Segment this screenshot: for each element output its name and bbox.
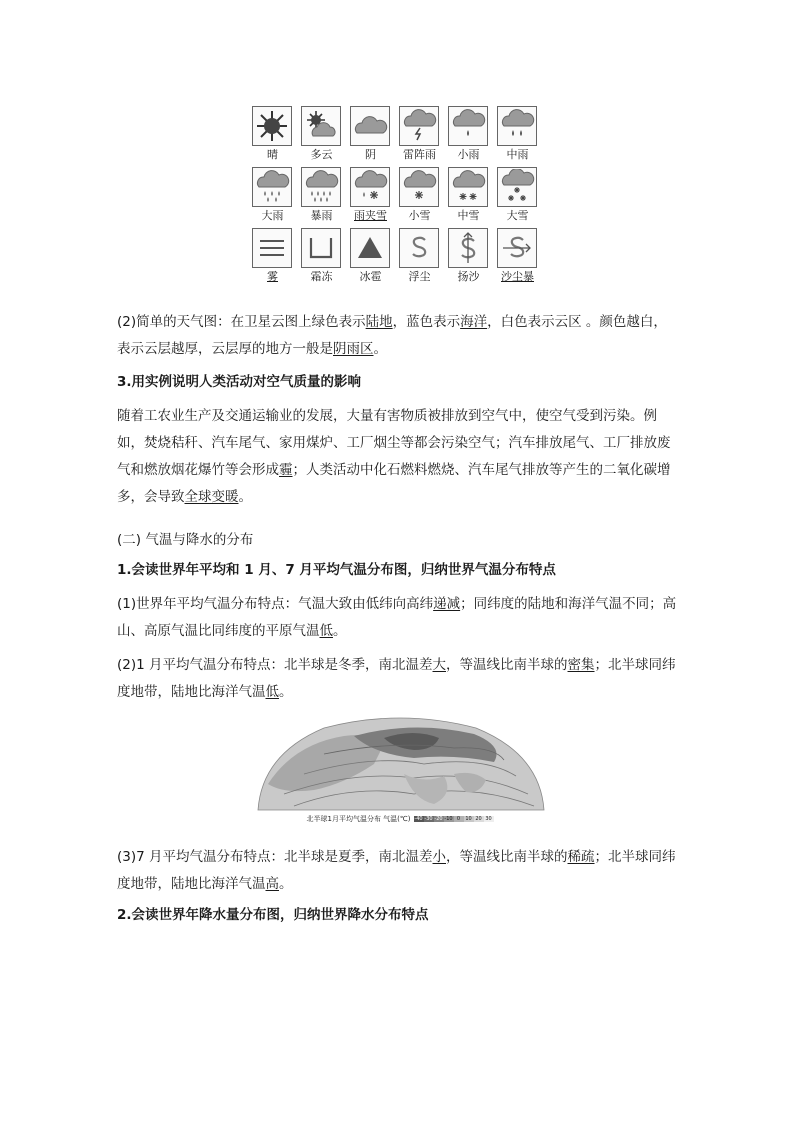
map-figure bbox=[254, 714, 546, 830]
weather-cell bbox=[497, 106, 538, 164]
weather-cell bbox=[301, 106, 342, 164]
text: 。 bbox=[373, 341, 387, 357]
weather-cell bbox=[497, 167, 538, 225]
rainstorm-icon bbox=[303, 169, 339, 205]
weather-cell bbox=[448, 167, 489, 225]
moderate-snow-icon bbox=[450, 169, 486, 205]
weather-cell bbox=[350, 167, 391, 225]
text: 。 bbox=[333, 623, 347, 639]
weather-label: 霜冻 bbox=[310, 270, 333, 283]
paragraph-annual-temp bbox=[117, 591, 683, 645]
weather-cell bbox=[497, 228, 538, 286]
weather-cell bbox=[448, 106, 489, 164]
weather-label: 沙尘暴 bbox=[501, 270, 534, 283]
text: (1)世界年平均气温分布特点：气温大致由低纬向高纬 bbox=[117, 596, 434, 612]
legend-tick: 20 bbox=[475, 816, 482, 822]
legend-tick: 30 bbox=[485, 816, 492, 822]
weather-label: 阴 bbox=[365, 148, 376, 161]
text: ；北半球同纬度地带，陆地比海洋气温 bbox=[117, 849, 676, 892]
legend-tick: -20 bbox=[434, 816, 443, 822]
legend-scale bbox=[414, 816, 494, 822]
legend-tick: 10 bbox=[465, 816, 472, 822]
text: ，等温线比南半球的 bbox=[446, 657, 568, 673]
weather-row bbox=[252, 106, 544, 164]
text: 。 bbox=[238, 489, 252, 505]
heading-human-activity: 3.用实例说明人类活动对空气质量的影响 bbox=[117, 374, 362, 390]
weather-cell bbox=[399, 228, 440, 286]
moderate-rain-icon bbox=[499, 108, 535, 144]
text: (2)1 月平均气温分布特点：北半球是冬季，南北温差 bbox=[117, 657, 433, 673]
thunderstorm-icon bbox=[401, 108, 437, 144]
partly-cloudy-icon bbox=[303, 108, 339, 144]
weather-label: 中雨 bbox=[506, 148, 529, 161]
sleet-icon bbox=[352, 169, 388, 205]
floating-dust-icon bbox=[401, 230, 437, 266]
light-snow-icon bbox=[401, 169, 437, 205]
text: (2)简单的天气图：在卫星云图上绿色表示 bbox=[117, 314, 366, 330]
text: 。 bbox=[279, 876, 293, 892]
weather-cell bbox=[252, 228, 293, 286]
answer-decrease: 递减 bbox=[433, 596, 461, 612]
answer-global-warming: 全球变暖 bbox=[184, 489, 239, 505]
text: (3)7 月平均气温分布特点：北半球是夏季，南北温差 bbox=[117, 849, 433, 865]
weather-cell bbox=[350, 106, 391, 164]
weather-label: 小雪 bbox=[408, 209, 431, 222]
weather-label: 暴雨 bbox=[310, 209, 333, 222]
text: ；人类活动中化石燃料燃烧、汽车尾气排放等产生的二氧化碳增多，会导致 bbox=[117, 462, 671, 505]
light-rain-icon bbox=[450, 108, 486, 144]
map-legend bbox=[254, 814, 546, 824]
paragraph-weather-map bbox=[117, 312, 683, 359]
text: ；同纬度的陆地和海洋气温不同；高山、高原气温比同纬度的平原气温 bbox=[117, 596, 677, 639]
sun-icon bbox=[254, 108, 290, 144]
weather-label: 小雨 bbox=[457, 148, 480, 161]
weather-cell bbox=[252, 106, 293, 164]
answer-rain-area: 阴雨区 bbox=[333, 341, 374, 357]
paragraph-air-quality bbox=[117, 403, 683, 511]
answer-low: 低 bbox=[319, 623, 333, 639]
text: 。 bbox=[279, 684, 293, 700]
weather-row bbox=[252, 228, 544, 286]
fog-icon bbox=[254, 230, 290, 266]
text: 随着工农业生产及交通运输业的发展，大量有害物质被排放到空气中，使空气受到污染。例如，焚烧秸秆、汽车尾气、家用煤炉、工厂烟尘等都会污染空气；汽车排放尾气、工厂排放废气和燃放烟花爆竹等会形成 bbox=[117, 408, 671, 478]
weather-cell bbox=[399, 167, 440, 225]
weather-label: 雾 bbox=[267, 270, 278, 283]
weather-label: 晴 bbox=[267, 148, 278, 161]
answer-dense: 密集 bbox=[567, 657, 595, 673]
heading-temperature: 1.会读世界年平均和 1 月、7 月平均气温分布图，归纳世界气温分布特点 bbox=[117, 562, 556, 578]
blowing-sand-icon bbox=[450, 230, 486, 266]
weather-cell bbox=[399, 106, 440, 164]
weather-label: 中雪 bbox=[457, 209, 480, 222]
sandstorm-icon bbox=[499, 230, 535, 266]
text: ，等温线比南半球的 bbox=[446, 849, 568, 865]
weather-label: 扬沙 bbox=[457, 270, 480, 283]
legend-tick: 0 bbox=[454, 816, 464, 822]
weather-cell bbox=[448, 228, 489, 286]
legend-tick: -10 bbox=[444, 816, 453, 822]
legend-tick: -40 bbox=[414, 816, 423, 822]
text: ；北半球同纬度地带，陆地比海洋气温 bbox=[117, 657, 676, 700]
hail-icon bbox=[352, 230, 388, 266]
weather-cell bbox=[301, 167, 342, 225]
answer-land: 陆地 bbox=[365, 314, 393, 330]
paragraph-january-temp bbox=[117, 652, 683, 706]
weather-row bbox=[252, 167, 544, 225]
answer-small: 小 bbox=[432, 849, 447, 865]
answer-large: 大 bbox=[432, 657, 447, 673]
text: 表示云层越厚，云层厚的地方一般是 bbox=[117, 341, 333, 357]
answer-lower: 低 bbox=[265, 684, 279, 700]
cloud-icon bbox=[352, 108, 388, 144]
weather-label: 大雨 bbox=[261, 209, 284, 222]
weather-cell bbox=[301, 228, 342, 286]
weather-cell bbox=[350, 228, 391, 286]
text: ，蓝色表示 bbox=[392, 314, 461, 330]
heavy-rain-icon bbox=[254, 169, 290, 205]
answer-ocean: 海洋 bbox=[460, 314, 488, 330]
weather-label: 多云 bbox=[310, 148, 333, 161]
weather-label: 浮尘 bbox=[408, 270, 431, 283]
paragraph-july-temp bbox=[117, 844, 683, 898]
answer-haze: 霾 bbox=[279, 462, 293, 478]
weather-cell bbox=[252, 167, 293, 225]
heading-precipitation: 2.会读世界年降水量分布图，归纳世界降水分布特点 bbox=[117, 907, 429, 923]
answer-higher: 高 bbox=[265, 876, 279, 892]
weather-label: 雨夹雪 bbox=[354, 209, 387, 222]
frost-icon bbox=[303, 230, 339, 266]
january-temperature-map bbox=[254, 714, 546, 830]
weather-symbol-grid bbox=[252, 106, 544, 289]
text: ，白色表示云区 。颜色越白， bbox=[487, 314, 667, 330]
weather-label: 冰雹 bbox=[359, 270, 382, 283]
weather-label: 大雪 bbox=[506, 209, 529, 222]
map-caption: 北半球1月平均气温分布 气温(℃) bbox=[306, 815, 411, 823]
weather-label: 雷阵雨 bbox=[403, 148, 436, 161]
section-heading: (二) 气温与降水的分布 bbox=[117, 532, 254, 548]
heavy-snow-icon bbox=[499, 169, 535, 205]
legend-tick: -30 bbox=[424, 816, 433, 822]
answer-sparse: 稀疏 bbox=[567, 849, 595, 865]
